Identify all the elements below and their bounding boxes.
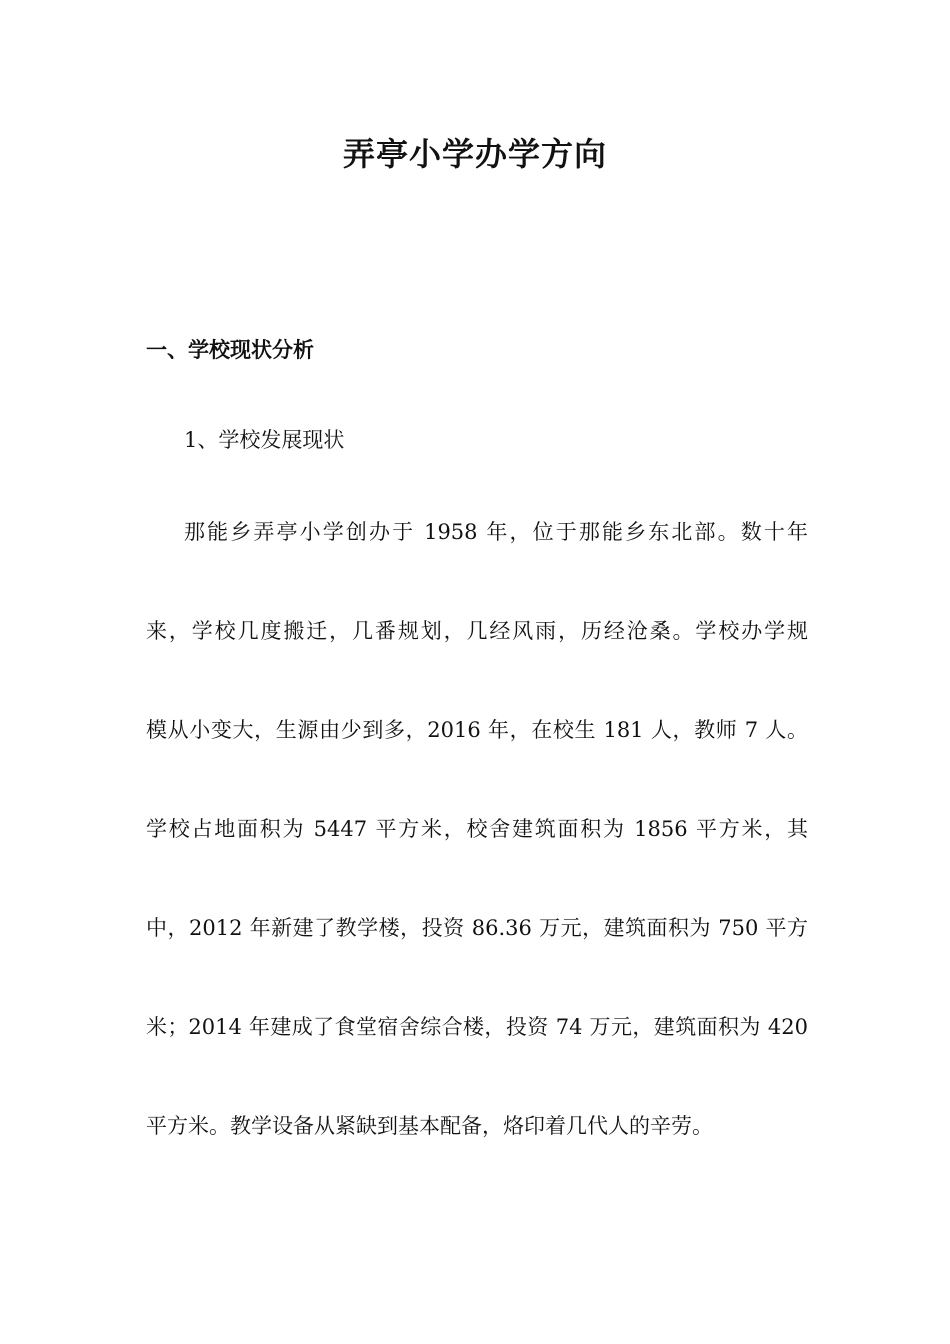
section-heading: 一、学校现状分析 xyxy=(146,338,314,362)
paragraph-line: 平方米。教学设备从紧缺到基本配备，烙印着几代人的辛劳。 xyxy=(146,1114,713,1138)
paragraph-line: 那能乡弄亭小学创办于 1958 年，位于那能乡东北部。数十年 xyxy=(184,520,808,544)
paragraph-line: 模从小变大，生源由少到多，2016 年，在校生 181 人，教师 7 人。 xyxy=(146,718,808,742)
body-paragraph xyxy=(146,508,808,1201)
paragraph-line: 中，2012 年新建了教学楼，投资 86.36 万元，建筑面积为 750 平方 xyxy=(146,916,808,940)
paragraph-line: 来，学校几度搬迁，几番规划，几经风雨，历经沧桑。学校办学规 xyxy=(146,619,808,643)
paragraph-line: 学校占地面积为 5447 平方米，校舍建筑面积为 1856 平方米，其 xyxy=(146,817,808,841)
sub-heading: 1、学校发展现状 xyxy=(184,428,345,452)
paragraph-line: 米；2014 年建成了食堂宿舍综合楼，投资 74 万元，建筑面积为 420 xyxy=(146,1015,808,1039)
document-title: 弄亭小学办学方向 xyxy=(342,135,607,173)
